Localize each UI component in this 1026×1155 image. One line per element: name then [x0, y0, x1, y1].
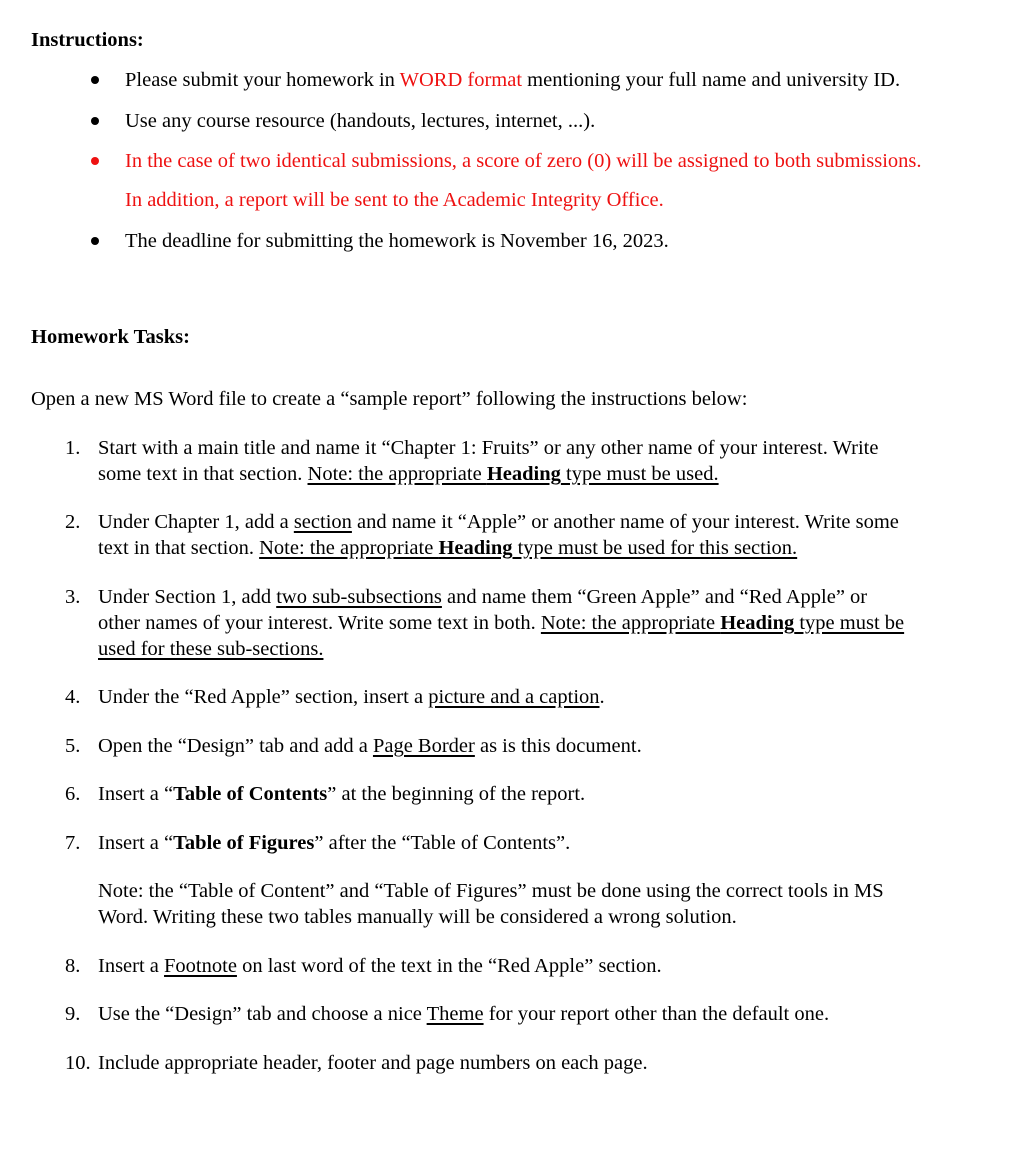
theme-keyword: Theme [426, 1003, 484, 1025]
instruction-bullet-2: Use any course resource (handouts, lectures, internet, ...). [125, 110, 596, 132]
task-10: Include appropriate header, footer and page numbers on each page. [98, 1052, 648, 1074]
task-2-note: Note: the appropriate Heading type must be used for this section. [259, 537, 798, 559]
homework-tasks-heading: Homework Tasks: [31, 326, 190, 348]
task-1-line-1: Start with a main title and name it “Chapter 1: Fruits” or any other name of your interest. Write [98, 437, 879, 459]
instruction-bullet-3-line-2: In addition, a report will be sent to the Academic Integrity Office. [125, 189, 664, 211]
task-number: 10. [65, 1052, 91, 1074]
task-4: Under the “Red Apple” section, insert a picture and a caption. [98, 686, 605, 708]
instruction-bullet-3-line-1: In the case of two identical submissions, a score of zero (0) will be assigned to both submissions. [125, 150, 922, 172]
task-number: 7. [65, 832, 81, 854]
task-number: 5. [65, 735, 81, 757]
sub-subsections-keyword: two sub-subsections [276, 586, 442, 608]
bullet-1-text-start: Please submit your homework in [125, 69, 400, 91]
section-keyword: section [293, 511, 352, 533]
task-1-text: some text in that section. [98, 463, 308, 485]
task-number: 3. [65, 586, 81, 608]
task-number: 4. [65, 686, 81, 708]
task-6: Insert a “Table of Contents” at the beginning of the report. [98, 783, 586, 805]
bullet-1-text-end: mentioning your full name and university ID. [522, 69, 901, 91]
task-1-note: Note: the appropriate Heading type must be used. [307, 463, 719, 485]
task-9: Use the “Design” tab and choose a nice Theme for your report other than the default one. [98, 1003, 830, 1025]
task-7: Insert a “Table of Figures” after the “Table of Contents”. [98, 832, 571, 854]
task-3-line-1: Under Section 1, add two sub-subsections and name them “Green Apple” and “Red Apple” or [98, 586, 868, 608]
task-number: 9. [65, 1003, 81, 1025]
footnote-keyword: Footnote [164, 955, 237, 977]
task-3-line-3: used for these sub-sections. [98, 638, 324, 660]
bullet-icon [91, 157, 99, 165]
task-8: Insert a Footnote on last word of the text in the “Red Apple” section. [98, 955, 662, 977]
task-number: 1. [65, 437, 81, 459]
task-number: 8. [65, 955, 81, 977]
task-1-line-2 [98, 461, 719, 487]
instruction-bullet-1 [125, 67, 900, 93]
instruction-bullet-4: The deadline for submitting the homework is November 16, 2023. [125, 230, 669, 252]
picture-caption-keyword: picture and a caption [428, 686, 600, 708]
task-2-line-2: text in that section. Note: the appropriate Heading type must be used for this section. [98, 537, 798, 559]
word-format-highlight: WORD format [399, 69, 523, 91]
task-3-note: Note: the appropriate Heading type must be [540, 612, 905, 634]
task-7-note-line-2: Word. Writing these two tables manually will be considered a wrong solution. [98, 906, 737, 928]
task-2-line-1: Under Chapter 1, add a section and name it “Apple” or another name of your interest. Write some [98, 511, 899, 533]
table-of-contents-keyword: Table of Contents [173, 783, 328, 805]
tasks-intro: Open a new MS Word file to create a “sample report” following the instructions below: [31, 388, 748, 410]
task-number: 6. [65, 783, 81, 805]
table-of-figures-keyword: Table of Figures [173, 832, 315, 854]
bullet-icon [91, 76, 99, 84]
bullet-icon [91, 117, 99, 125]
page-border-keyword: Page Border [372, 735, 475, 757]
task-5: Open the “Design” tab and add a Page Border as is this document. [98, 735, 642, 757]
task-number: 2. [65, 511, 81, 533]
task-7-note-line-1: Note: the “Table of Content” and “Table of Figures” must be done using the correct tools in MS [98, 880, 884, 902]
bullet-icon [91, 237, 99, 245]
task-3-line-2: other names of your interest. Write some text in both. Note: the appropriate Heading type must be [98, 612, 905, 634]
instructions-heading: Instructions: [31, 29, 144, 51]
